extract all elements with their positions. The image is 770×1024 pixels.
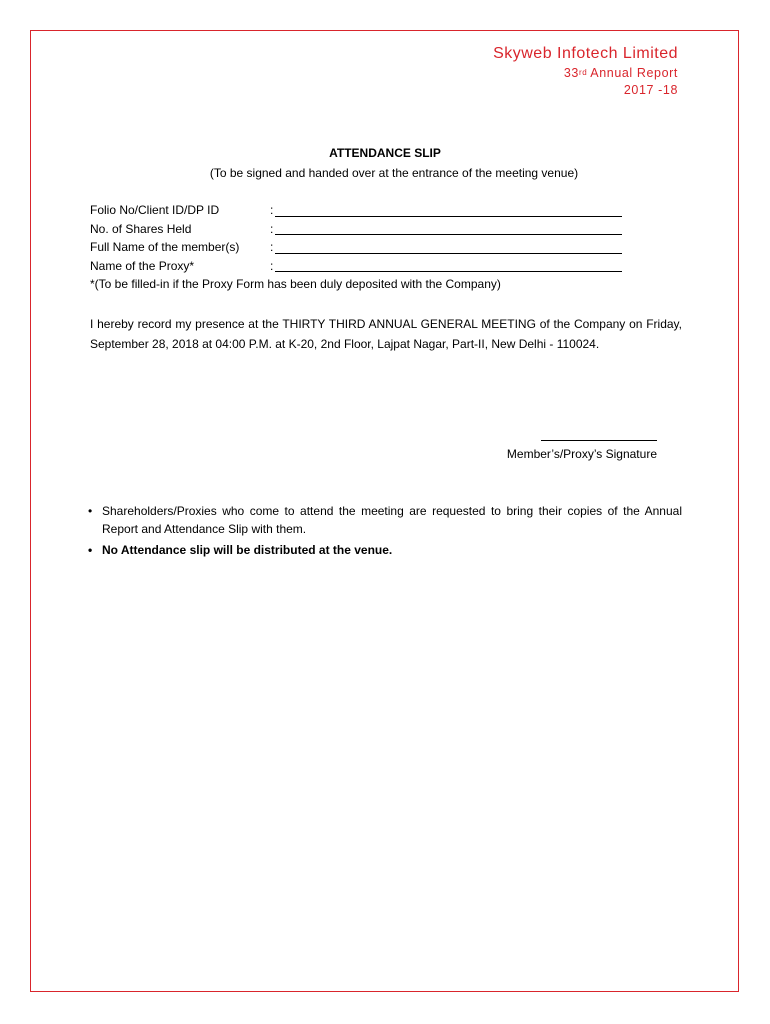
- company-name: Skyweb Infotech Limited: [493, 45, 678, 62]
- field-input-member-name[interactable]: [270, 238, 622, 257]
- field-input-proxy-name[interactable]: [270, 257, 622, 276]
- report-suffix: rd: [578, 68, 588, 77]
- fill-in-line: [275, 234, 622, 235]
- field-label-member-name: Full Name of the member(s): [90, 240, 240, 254]
- field-separator: :: [270, 221, 274, 236]
- fill-in-line: [275, 216, 622, 217]
- field-separator: :: [270, 258, 274, 273]
- slip-title: ATTENDANCE SLIP: [329, 146, 441, 160]
- field-input-folio[interactable]: [270, 201, 622, 220]
- report-label: Annual Report: [590, 66, 678, 80]
- signature-block: [497, 428, 657, 462]
- signature-line[interactable]: [541, 428, 657, 441]
- signature-label: Member’s/Proxy’s Signature: [506, 447, 657, 461]
- report-year: 2017 -18: [623, 83, 678, 97]
- document-header: [493, 44, 678, 99]
- field-label-proxy-name: Name of the Proxy*: [90, 258, 195, 273]
- field-folio: [90, 201, 650, 220]
- field-label-folio: Folio No/Client ID/DP ID: [90, 203, 220, 217]
- note-text: No Attendance slip will be distributed at the venue.: [102, 543, 393, 557]
- field-separator: :: [270, 240, 274, 254]
- bullet-icon: •: [88, 543, 93, 557]
- note-text: Shareholders/Proxies who come to attend the meeting are requested to bring their copies of the Annual Report and Attendance Slip with them.: [102, 504, 682, 536]
- list-item: [88, 541, 682, 559]
- field-input-shares[interactable]: [270, 220, 622, 239]
- notes-list: [88, 502, 682, 559]
- bullet-icon: •: [88, 504, 93, 518]
- member-details-form: [90, 201, 650, 294]
- attendance-declaration: I hereby record my presence at the THIRTY THIRD ANNUAL GENERAL MEETING of the Company on Friday, September 28, 2018 at 04:00 P.M. at K-20, 2nd Floor, Lajpat Nagar, Part-II, New Delhi - 110024.: [90, 317, 682, 351]
- field-shares: [90, 220, 650, 239]
- report-title: [493, 65, 678, 82]
- field-label-shares: No. of Shares Held: [90, 221, 192, 236]
- field-proxy-name: [90, 257, 650, 276]
- proxy-note: *(To be filled-in if the Proxy Form has been duly deposited with the Company): [90, 277, 501, 291]
- report-number: 33: [563, 66, 579, 80]
- field-separator: :: [270, 203, 274, 217]
- slip-subtitle: (To be signed and handed over at the entrance of the meeting venue): [209, 166, 579, 180]
- fill-in-line: [275, 271, 622, 272]
- field-member-name: [90, 238, 650, 257]
- list-item: [88, 502, 682, 538]
- fill-in-line: [275, 253, 622, 254]
